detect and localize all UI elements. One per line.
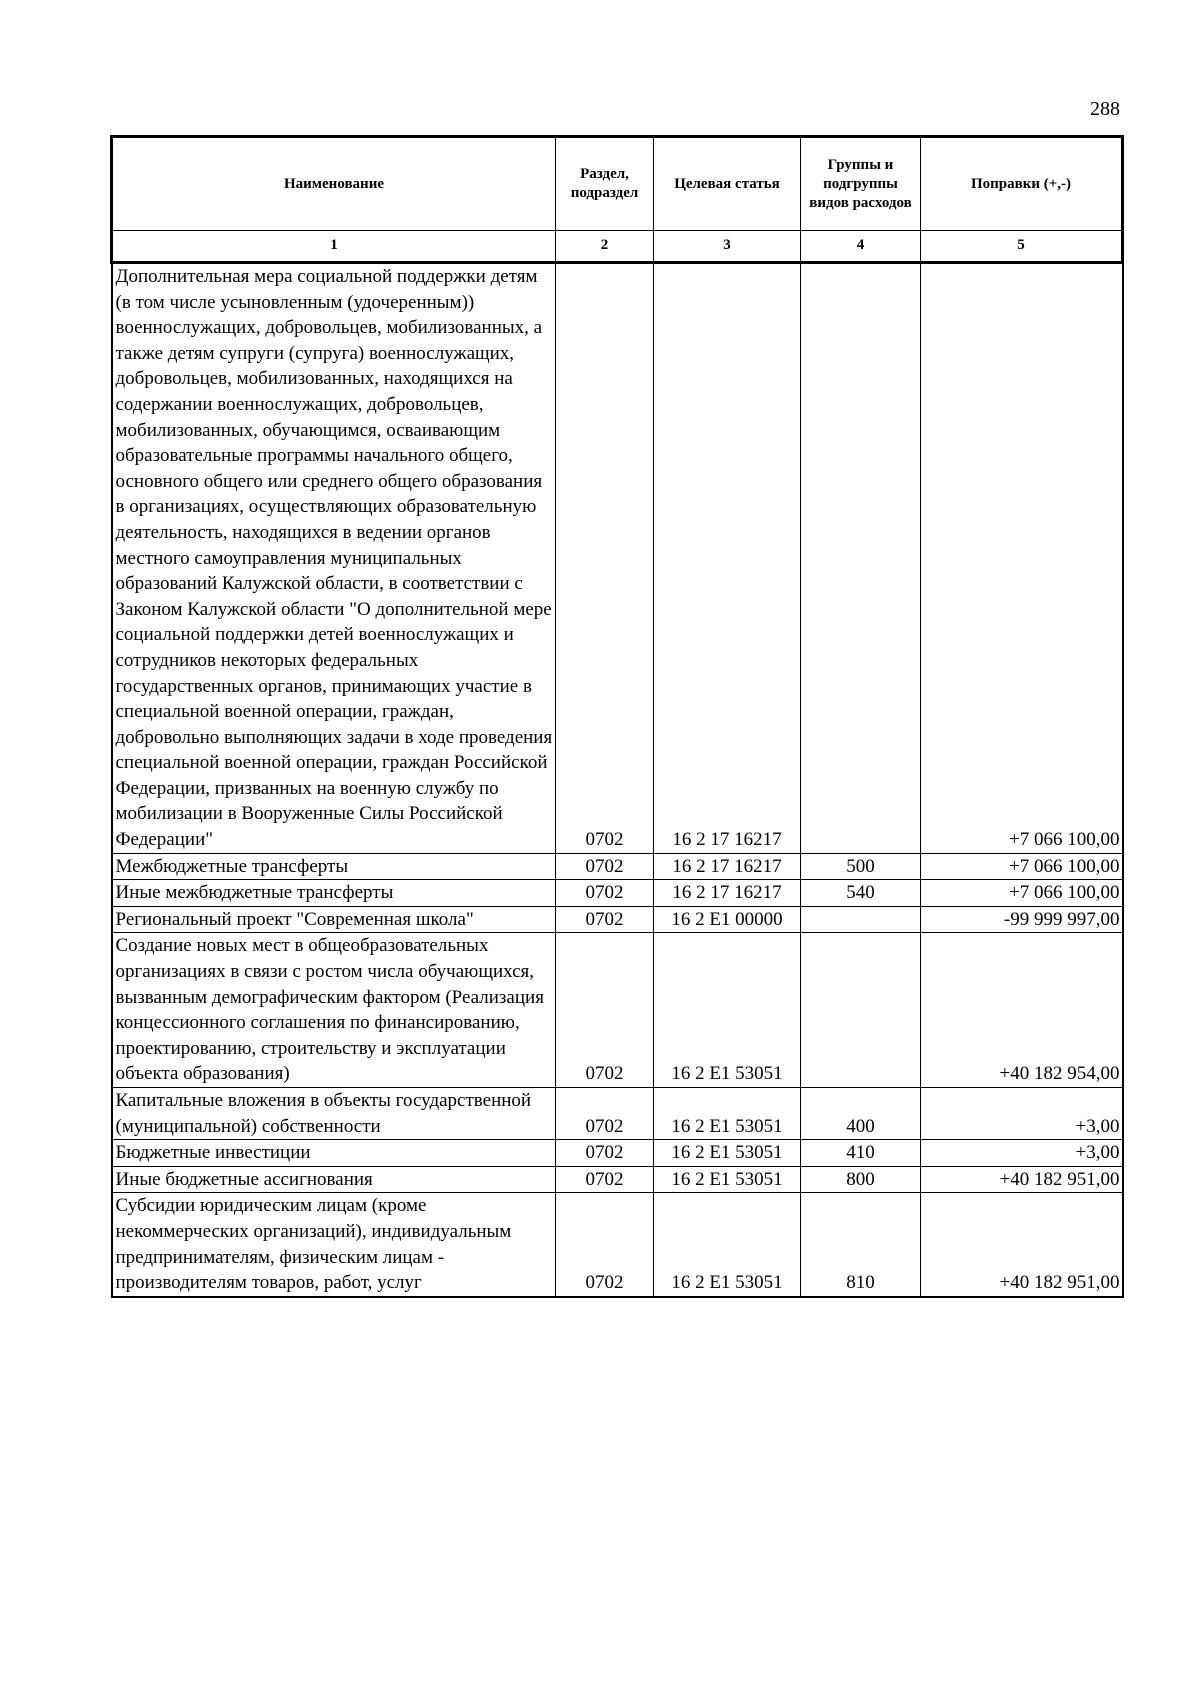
table-row (112, 1193, 1123, 1297)
row-section: 0702 (556, 880, 654, 907)
row-amount: +7 066 100,00 (921, 853, 1123, 880)
table-row (112, 853, 1123, 880)
header-row (112, 137, 1123, 231)
row-name: Дополнительная мера социальной поддержки детям (в том числе усыновленным (удочеренным)) военнослужащих, добровольцев, мобилизованных, а также детям супруги (супруга) военнослужащих, добровольцев, мобилизованных, находящихся на содержании военнослужащих, добровольцев, мобилизованных, обучающимся, осваивающим образовательные программы начального общего, основного общего или среднего общего образования в организациях, осуществляющих образовательную деятельность, находящихся в ведении органов местного самоуправления муниципальных образований Калужской области, в соответствии с Законом Калужской области "О дополнительной мере социальной поддержки детей военнослужащих и сотрудников некоторых федеральных государственных органов, принимающих участие в специальной военной операции, граждан, добровольно выполняющих задачи в ходе проведения специальной военной операции, граждан Российской Федерации, призванных на военную службу по мобилизации в Вооруженные Силы Российской Федерации" (112, 263, 556, 854)
row-name: Иные бюджетные ассигнования (112, 1166, 556, 1193)
table-row (112, 933, 1123, 1088)
row-section: 0702 (556, 906, 654, 933)
column-number: 1 (112, 231, 556, 263)
row-target: 16 2 17 16217 (654, 880, 801, 907)
row-target: 16 2 E1 53051 (654, 1193, 801, 1297)
table-row (112, 263, 1123, 854)
row-amount: +7 066 100,00 (921, 880, 1123, 907)
row-target: 16 2 E1 00000 (654, 906, 801, 933)
row-name: Субсидии юридическим лицам (кроме некоммерческих организаций), индивидуальным предпринимателям, физическим лицам - производителям товаров, работ, услуг (112, 1193, 556, 1297)
row-amount: +3,00 (921, 1140, 1123, 1167)
column-number: 5 (921, 231, 1123, 263)
row-target: 16 2 E1 53051 (654, 933, 801, 1088)
row-target: 16 2 E1 53051 (654, 1088, 801, 1140)
row-amount: -99 999 997,00 (921, 906, 1123, 933)
row-group (801, 263, 921, 854)
row-amount: +40 182 954,00 (921, 933, 1123, 1088)
row-target: 16 2 E1 53051 (654, 1166, 801, 1193)
row-target: 16 2 E1 53051 (654, 1140, 801, 1167)
table-row (112, 880, 1123, 907)
table-row (112, 1140, 1123, 1167)
header-section: Раздел, подраздел (556, 137, 654, 231)
table-row (112, 906, 1123, 933)
table-row (112, 1088, 1123, 1140)
budget-amendments-table (110, 135, 1124, 1298)
row-amount: +40 182 951,00 (921, 1166, 1123, 1193)
row-name: Создание новых мест в общеобразовательных организациях в связи с ростом числа обучающихся, вызванным демографическим фактором (Реализация концессионного соглашения по финансированию, проектированию, строительству и эксплуатации объекта образования) (112, 933, 556, 1088)
row-name: Региональный проект "Современная школа" (112, 906, 556, 933)
row-group: 400 (801, 1088, 921, 1140)
row-name: Межбюджетные трансферты (112, 853, 556, 880)
row-group: 800 (801, 1166, 921, 1193)
row-section: 0702 (556, 263, 654, 854)
row-group: 810 (801, 1193, 921, 1297)
row-amount: +7 066 100,00 (921, 263, 1123, 854)
table-header (112, 137, 1123, 263)
row-name: Капитальные вложения в объекты государственной (муниципальной) собственности (112, 1088, 556, 1140)
table-body (112, 263, 1123, 1297)
row-group (801, 933, 921, 1088)
header-name: Наименование (112, 137, 556, 231)
header-expense-groups: Группы и подгруппы видов расходов (801, 137, 921, 231)
row-group: 410 (801, 1140, 921, 1167)
row-amount: +3,00 (921, 1088, 1123, 1140)
row-target: 16 2 17 16217 (654, 853, 801, 880)
row-section: 0702 (556, 1088, 654, 1140)
header-target-article: Целевая статья (654, 137, 801, 231)
row-amount: +40 182 951,00 (921, 1193, 1123, 1297)
row-group: 500 (801, 853, 921, 880)
header-amendments: Поправки (+,-) (921, 137, 1123, 231)
column-number: 3 (654, 231, 801, 263)
row-group (801, 906, 921, 933)
row-group: 540 (801, 880, 921, 907)
row-name: Иные межбюджетные трансферты (112, 880, 556, 907)
column-numbers-row (112, 231, 1123, 263)
column-number: 2 (556, 231, 654, 263)
page-number: 288 (1090, 98, 1120, 120)
row-name: Бюджетные инвестиции (112, 1140, 556, 1167)
row-section: 0702 (556, 1193, 654, 1297)
row-target: 16 2 17 16217 (654, 263, 801, 854)
table-row (112, 1166, 1123, 1193)
column-number: 4 (801, 231, 921, 263)
row-section: 0702 (556, 1166, 654, 1193)
row-section: 0702 (556, 853, 654, 880)
row-section: 0702 (556, 1140, 654, 1167)
row-section: 0702 (556, 933, 654, 1088)
